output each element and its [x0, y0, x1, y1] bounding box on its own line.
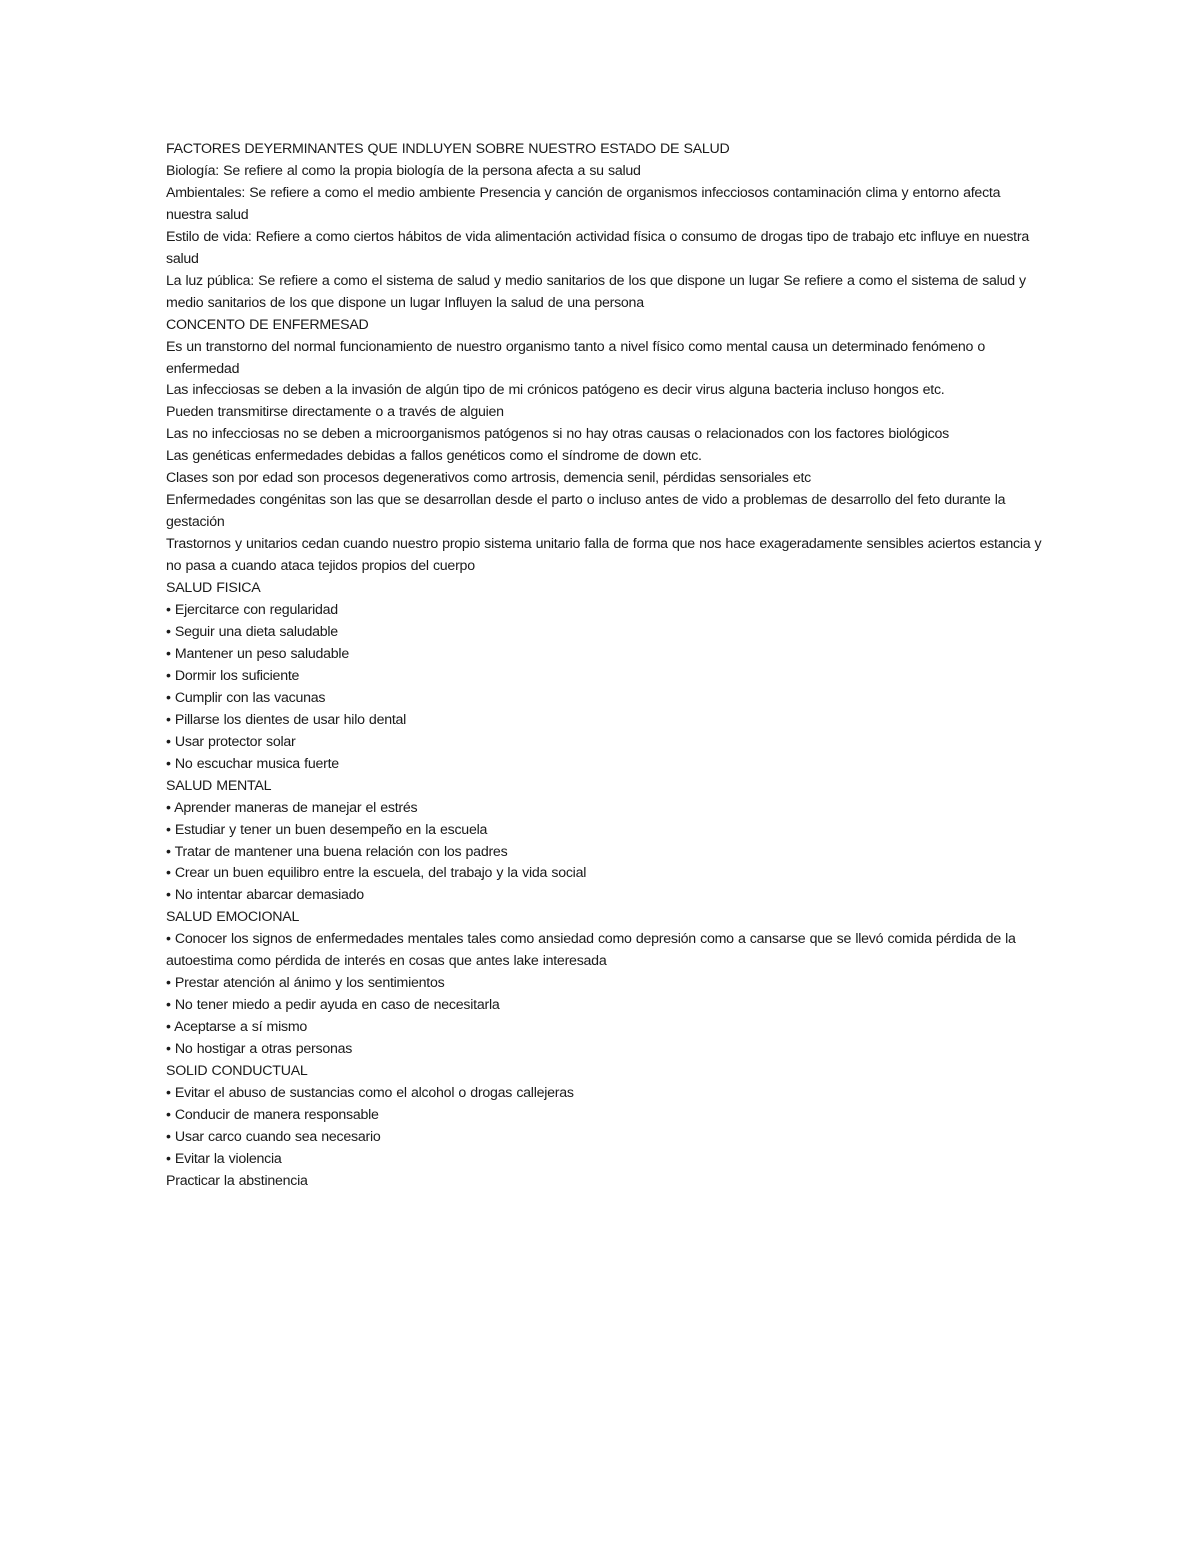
list-item: • No hostigar a otras personas: [166, 1041, 353, 1058]
section-heading-salud-conductual: SOLID CONDUCTUAL: [166, 1063, 308, 1080]
list-item: • Ejercitarce con regularidad: [166, 602, 338, 619]
list-item: • No escuchar musica fuerte: [166, 755, 339, 772]
list-item: • Conocer los signos de enfermedades mentales tales como ansiedad como depresión como a cansarse que se llevó comida pérdida de la autoestima como pérdida de interés en cosas que antes lake interesada: [166, 931, 1016, 970]
paragraph: Las infecciosas se deben a la invasión de algún tipo de mi crónicos patógeno es decir virus alguna bacteria incluso hongos etc.: [166, 382, 945, 399]
section-heading-salud-mental: SALUD MENTAL: [166, 777, 272, 794]
paragraph: Enfermedades congénitas son las que se desarrollan desde el parto o incluso antes de vido a problemas de desarrollo del feto durante la gestación: [166, 492, 1006, 531]
list-item: • Mantener un peso saludable: [166, 645, 349, 662]
list-item: • No intentar abarcar demasiado: [166, 887, 364, 904]
section-heading-salud-emocional: SALUD EMOCIONAL: [166, 909, 300, 926]
paragraph: Las genéticas enfermedades debidas a fallos genéticos como el síndrome de down etc.: [166, 448, 702, 465]
paragraph: Trastornos y unitarios cedan cuando nuestro propio sistema unitario falla de forma que nos hace exageradamente sensibles aciertos estancia y no pasa a cuando ataca tejidos propios del cuerpo: [166, 536, 1042, 575]
list-item: • Aceptarse a sí mismo: [166, 1019, 308, 1036]
list-item: • Seguir una dieta saludable: [166, 623, 338, 640]
list-item: • Prestar atención al ánimo y los sentimientos: [166, 975, 445, 992]
document-body: [166, 139, 1046, 1193]
paragraph: Clases son por edad son procesos degenerativos como artrosis, demencia senil, pérdidas sensoriales etc: [166, 470, 812, 487]
list-item: • Aprender maneras de manejar el estrés: [166, 799, 418, 816]
list-item: • Evitar la violencia: [166, 1150, 282, 1167]
factor-estilo-de-vida: Estilo de vida: Refiere a como ciertos hábitos de vida alimentación actividad física o consumo de drogas tipo de trabajo etc influye en nuestra salud: [166, 228, 1029, 267]
paragraph: Las no infecciosas no se deben a microorganismos patógenos si no hay otras causas o relacionados con los factores biológicos: [166, 426, 949, 443]
list-item: • Pillarse los dientes de usar hilo dental: [166, 711, 407, 728]
factor-luz-publica: La luz pública: Se refiere a como el sistema de salud y medio sanitarios de los que dispone un lugar Se refiere a como el sistema de salud y medio sanitarios de los que dispone un lugar Influyen la salud de una persona: [166, 272, 1026, 311]
list-item: • Crear un buen equilibro entre la escuela, del trabajo y la vida social: [166, 865, 587, 882]
factor-biologia: Biología: Se refiere al como la propia biología de la persona afecta a su salud: [166, 162, 641, 179]
list-item: • Dormir los suficiente: [166, 667, 300, 684]
list-item: • Estudiar y tener un buen desempeño en la escuela: [166, 821, 488, 838]
document-title: FACTORES DEYERMINANTES QUE INDLUYEN SOBRE NUESTRO ESTADO DE SALUD: [166, 141, 730, 157]
list-item: • Usar carco cuando sea necesario: [166, 1128, 381, 1145]
list-item: • Evitar el abuso de sustancias como el alcohol o drogas callejeras: [166, 1084, 574, 1101]
section-heading-salud-fisica: SALUD FISICA: [166, 580, 261, 597]
section-heading-enfermedad: CONCENTO DE ENFERMESAD: [166, 316, 369, 333]
list-item: • Usar protector solar: [166, 733, 296, 750]
paragraph: Pueden transmitirse directamente o a través de alguien: [166, 404, 504, 421]
closing-line: Practicar la abstinencia: [166, 1172, 308, 1189]
list-item: • Tratar de mantener una buena relación con los padres: [166, 843, 508, 860]
factor-ambientales: Ambientales: Se refiere a como el medio ambiente Presencia y canción de organismos infecciosos contaminación clima y entorno afecta nuestra salud: [166, 184, 1001, 223]
list-item: • No tener miedo a pedir ayuda en caso de necesitarla: [166, 997, 500, 1014]
list-item: • Cumplir con las vacunas: [166, 689, 326, 706]
paragraph: Es un transtorno del normal funcionamiento de nuestro organismo tanto a nivel físico como mental causa un determinado fenómeno o enfermedad: [166, 338, 985, 377]
list-item: • Conducir de manera responsable: [166, 1106, 379, 1123]
